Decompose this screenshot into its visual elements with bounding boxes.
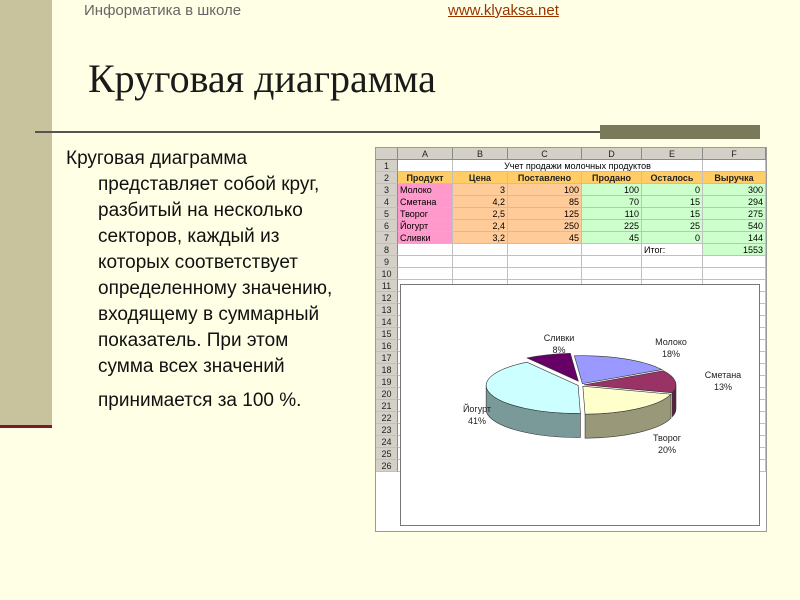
row-header: 20 [376,388,398,400]
column-header: C [508,148,582,160]
slice-label-name: Йогурт [462,404,492,414]
body-line: определенному значению, [98,278,333,299]
body-line: секторов, каждый из [98,226,280,247]
table-cell: 2,5 [453,208,508,220]
divider-accent [600,125,760,139]
grid-cell [642,268,703,280]
pie-chart [400,284,760,526]
sheet-corner [376,148,398,160]
grid-cell [582,244,642,256]
table-cell: 3,2 [453,232,508,244]
row-header: 5 [376,208,398,220]
table-cell: 225 [582,220,642,232]
table-cell: 100 [508,184,582,196]
row-header: 25 [376,448,398,460]
table-cell: 45 [508,232,582,244]
table-cell: 45 [582,232,642,244]
table-cell: 15 [642,208,703,220]
table-cell: 25 [642,220,703,232]
table-cell: 110 [582,208,642,220]
spreadsheet-screenshot [375,147,767,532]
table-header-cell: Цена [453,172,508,184]
row-header: 13 [376,304,398,316]
table-header-cell: Поставлено [508,172,582,184]
body-line: Круговая диаграмма [66,148,248,169]
slide-title: Круговая диаграмма [88,56,436,101]
table-cell: 2,4 [453,220,508,232]
row-header: 21 [376,400,398,412]
column-header: A [398,148,453,160]
table-cell: 300 [703,184,766,196]
table-cell: 540 [703,220,766,232]
grid-cell [398,256,453,268]
grid-cell [453,244,508,256]
row-header: 1 [376,160,398,172]
table-cell: 15 [642,196,703,208]
slice-label-name: Сметана [704,370,742,380]
grid-cell [398,268,453,280]
row-header: 18 [376,364,398,376]
column-header: D [582,148,642,160]
row-header: 19 [376,376,398,388]
grid-cell [582,256,642,268]
row-header: 9 [376,256,398,268]
body-line: сумма всех значений [98,356,285,377]
table-cell: 85 [508,196,582,208]
slice-label-name: Творог [652,433,682,443]
row-header: 10 [376,268,398,280]
row-header: 8 [376,244,398,256]
table-cell: 144 [703,232,766,244]
row-header: 26 [376,460,398,472]
table-cell: 70 [582,196,642,208]
row-header: 16 [376,340,398,352]
body-line: которых соответствует [98,252,298,273]
slice-label-name: Молоко [655,337,687,347]
table-cell: 250 [508,220,582,232]
table-cell: 0 [642,232,703,244]
grid-cell [398,244,453,256]
table-cell: Йогурт [398,220,453,232]
row-header: 23 [376,424,398,436]
grid-cell [398,160,453,172]
row-header: 6 [376,220,398,232]
grid-cell [582,268,642,280]
grid-cell [453,256,508,268]
table-cell: 125 [508,208,582,220]
row-header: 15 [376,328,398,340]
row-header: 12 [376,292,398,304]
grid-cell [703,160,766,172]
total-value: 1553 [703,244,766,256]
total-label: Итог: [642,244,703,256]
table-header-cell: Осталось [642,172,703,184]
slice-label-percent: 20% [657,445,677,455]
site-name: Информатика в школе [84,2,242,19]
row-header: 7 [376,232,398,244]
site-url-link[interactable]: www.klyaksa.net [448,2,559,19]
grid-cell [508,244,582,256]
row-header: 17 [376,352,398,364]
table-cell: 3 [453,184,508,196]
table-cell: 294 [703,196,766,208]
column-header: E [642,148,703,160]
slice-label-percent: 18% [661,349,681,359]
slice-label-percent: 13% [713,382,733,392]
table-caption: Учет продажи молочных продуктов [453,160,703,172]
decorative-left-bar-underline [0,425,52,428]
column-header: F [703,148,766,160]
body-line: принимается за 100 %. [98,390,302,411]
row-header: 2 [376,172,398,184]
table-cell: Молоко [398,184,453,196]
row-header: 24 [376,436,398,448]
pie-chart-svg [401,285,761,527]
body-line: показатель. При этом [98,330,289,351]
decorative-left-bar [0,0,52,425]
grid-cell [703,256,766,268]
row-header: 3 [376,184,398,196]
table-cell: 4,2 [453,196,508,208]
row-header: 22 [376,412,398,424]
grid-cell [453,268,508,280]
table-cell: Сливки [398,232,453,244]
row-header: 11 [376,280,398,292]
table-cell: 0 [642,184,703,196]
table-cell: Творог [398,208,453,220]
table-cell: 100 [582,184,642,196]
table-header-cell: Продано [582,172,642,184]
body-line: разбитый на несколько [98,200,303,221]
column-header: B [453,148,508,160]
slide-body-text [66,146,371,414]
slice-label-percent: 41% [467,416,487,426]
table-cell: Сметана [398,196,453,208]
row-header: 4 [376,196,398,208]
row-header: 14 [376,316,398,328]
body-line: входящему в суммарный [98,304,320,325]
table-cell: 275 [703,208,766,220]
grid-cell [642,256,703,268]
grid-cell [703,268,766,280]
slice-label-percent: 8% [552,345,566,355]
table-header-cell: Продукт [398,172,453,184]
body-line: представляет собой круг, [98,174,320,195]
grid-cell [508,256,582,268]
table-header-cell: Выручка [703,172,766,184]
slice-label-name: Сливки [543,333,575,343]
grid-cell [508,268,582,280]
